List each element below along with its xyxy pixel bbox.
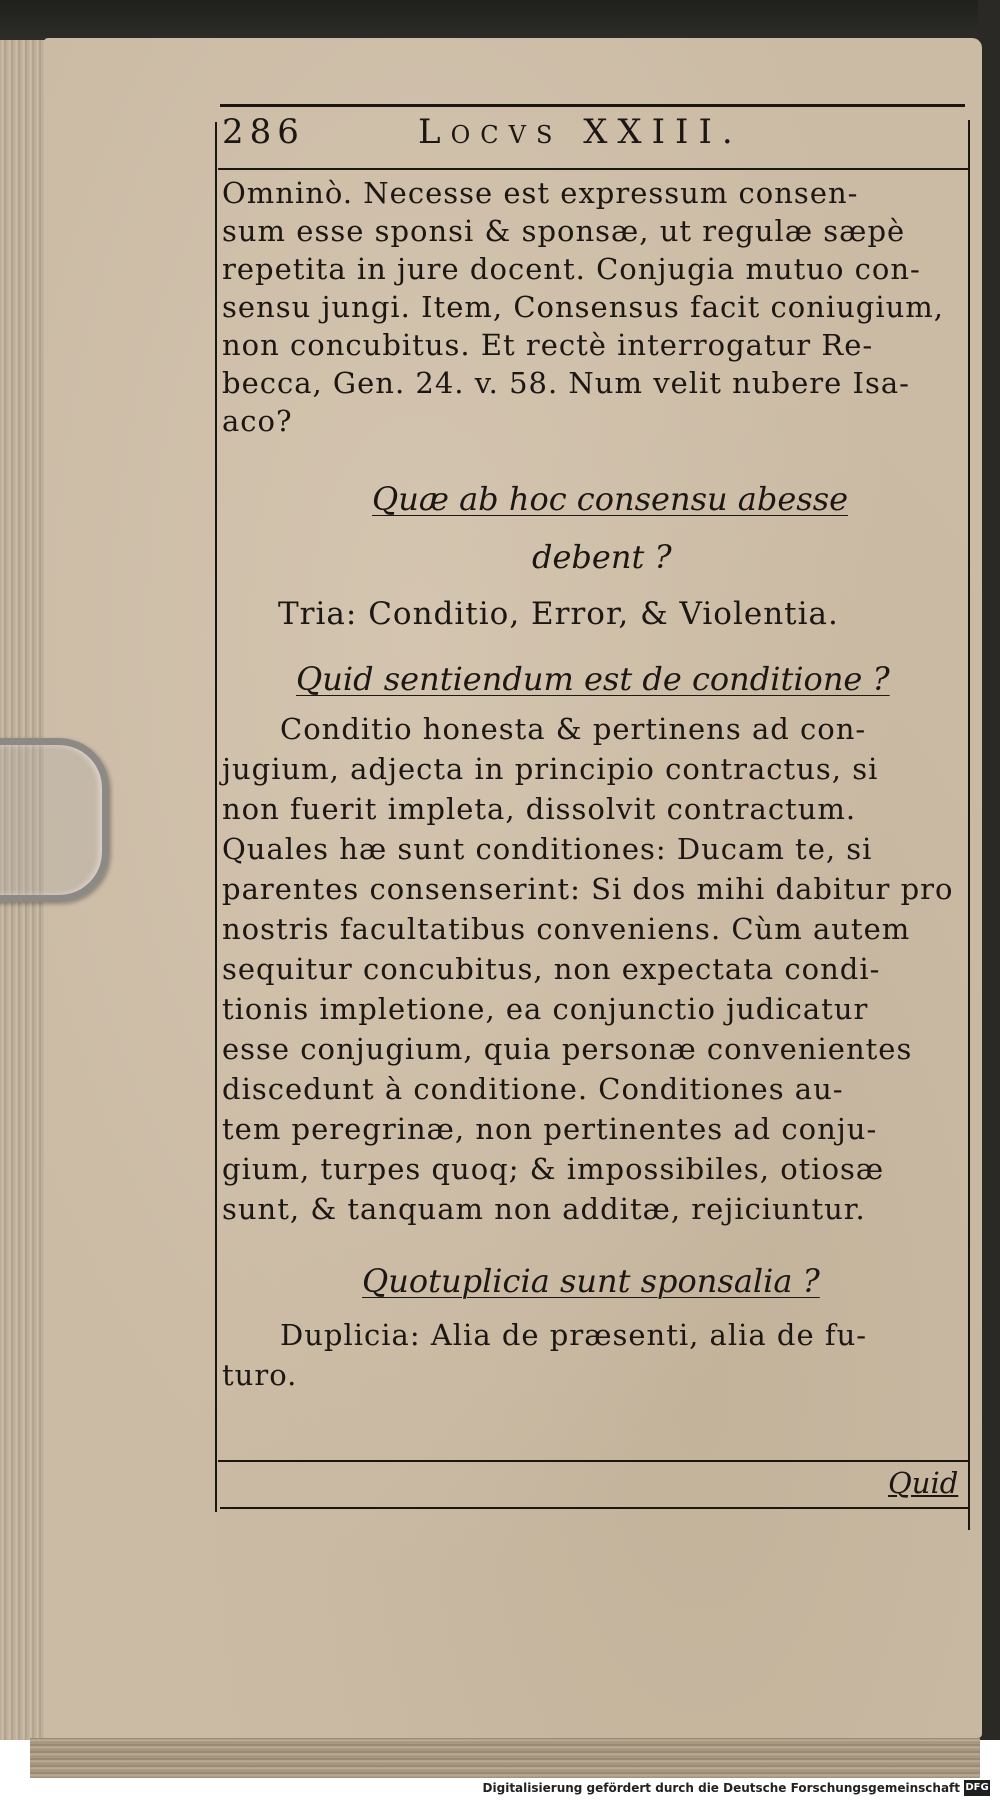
text-line: sunt, & tanquam non additæ, rejiciuntur. bbox=[222, 1192, 866, 1226]
page-clip bbox=[0, 738, 109, 902]
digitization-credit: Digitalisierung gefördert durch die Deutsche Forschungsgemeinschaft bbox=[482, 1781, 960, 1795]
frame-header-rule bbox=[218, 168, 970, 170]
frame-bottom-rule bbox=[218, 1460, 970, 1462]
dfg-logo: DFG bbox=[964, 1780, 990, 1796]
frame-right-rule bbox=[968, 120, 970, 1530]
question-heading: Quæ ab hoc consensu abesse bbox=[372, 480, 849, 518]
text-line: non concubitus. Et rectè interrogatur Re- bbox=[222, 328, 874, 362]
text-line: gium, turpes quoq; & impossibiles, otiosæ bbox=[222, 1152, 885, 1186]
text-line: esse conjugium, quia personæ convenientes bbox=[222, 1032, 913, 1066]
text-line: jugium, adjecta in principio contractus, si bbox=[222, 752, 879, 786]
frame-top-rule bbox=[220, 104, 965, 107]
text-line: tem peregrinæ, non pertinentes ad conju- bbox=[222, 1112, 878, 1146]
question-heading: debent ? bbox=[532, 538, 672, 576]
answer-line: Tria: Conditio, Error, & Violentia. bbox=[278, 596, 839, 632]
question-heading: Quid sentiendum est de conditione ? bbox=[296, 660, 890, 698]
catchword: Quid bbox=[888, 1466, 959, 1500]
question-heading: Quotuplicia sunt sponsalia ? bbox=[362, 1262, 820, 1300]
text-line: sensu jungi. Item, Consensus facit coniugium, bbox=[222, 290, 945, 324]
text-line: sequitur concubitus, non expectata condi- bbox=[222, 952, 881, 986]
text-line: sum esse sponsi & sponsæ, ut regulæ sæpè bbox=[222, 214, 906, 248]
text-line: Conditio honesta & pertinens ad con- bbox=[280, 712, 867, 746]
text-line: non fuerit impleta, dissolvit contractum. bbox=[222, 792, 857, 826]
text-line: tionis impletione, ea conjunctio judicatur bbox=[222, 992, 869, 1026]
frame-outer-bottom-rule bbox=[220, 1507, 968, 1509]
text-line: aco? bbox=[222, 404, 293, 438]
running-title: Locvs XXIII. bbox=[418, 112, 743, 152]
text-line: nostris facultatibus conveniens. Cùm autem bbox=[222, 912, 911, 946]
text-line: parentes consenserint: Si dos mihi dabitur pro bbox=[222, 872, 954, 906]
text-line: turo. bbox=[222, 1358, 298, 1392]
text-line: Quales hæ sunt conditiones: Ducam te, si bbox=[222, 832, 873, 866]
frame-left-rule bbox=[215, 122, 217, 1512]
text-line: becca, Gen. 24. v. 58. Num velit nubere Isa- bbox=[222, 366, 910, 400]
page-number: 286 bbox=[222, 112, 305, 152]
text-line: Omninò. Necesse est expressum consen- bbox=[222, 176, 859, 210]
text-line: repetita in jure docent. Conjugia mutuo con- bbox=[222, 252, 921, 286]
text-line: Duplicia: Alia de præsenti, alia de fu- bbox=[280, 1318, 868, 1352]
text-line: discedunt à conditione. Conditiones au- bbox=[222, 1072, 844, 1106]
book-bottom-edges bbox=[30, 1738, 980, 1778]
